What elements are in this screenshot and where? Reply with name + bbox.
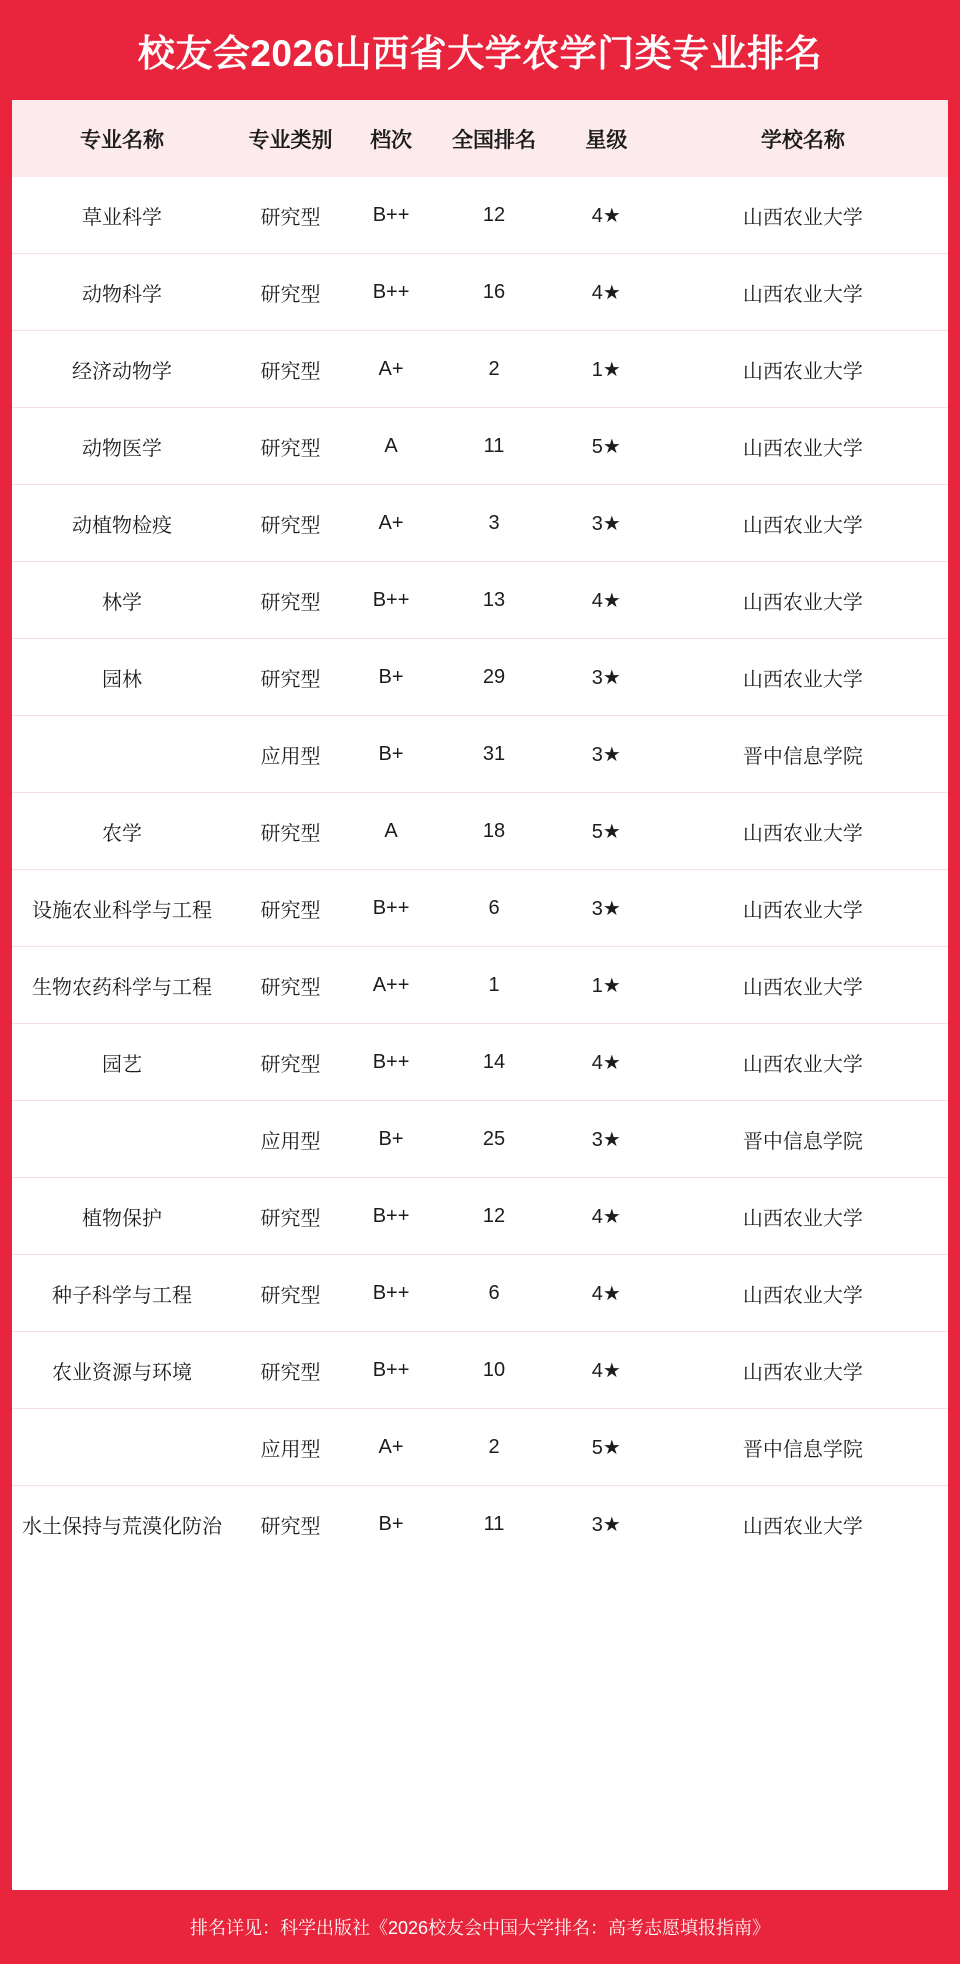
- cell-star: 4★: [555, 1332, 658, 1409]
- table-header: [12, 100, 948, 177]
- cell-rank: 2: [433, 1409, 555, 1486]
- cell-grade: A: [349, 408, 433, 485]
- cell-star: 4★: [555, 1024, 658, 1101]
- cell-school: 山西农业大学: [658, 485, 948, 562]
- cell-type: 研究型: [232, 947, 349, 1024]
- page-title: 校友会2026山西省大学农学门类专业排名: [137, 33, 823, 74]
- cell-school: 山西农业大学: [658, 639, 948, 716]
- cell-major: 种子科学与工程: [12, 1255, 232, 1332]
- cell-grade: B++: [349, 870, 433, 947]
- cell-type: 应用型: [232, 716, 349, 793]
- cell-school: 山西农业大学: [658, 1332, 948, 1409]
- cell-grade: B++: [349, 1178, 433, 1255]
- cell-school: 山西农业大学: [658, 331, 948, 408]
- table-row: [12, 177, 948, 254]
- cell-rank: 31: [433, 716, 555, 793]
- cell-major: 林学: [12, 562, 232, 639]
- cell-grade: B+: [349, 639, 433, 716]
- cell-rank: 1: [433, 947, 555, 1024]
- cell-grade: B++: [349, 177, 433, 254]
- cell-type: 研究型: [232, 485, 349, 562]
- table-row: [12, 639, 948, 716]
- cell-star: 4★: [555, 177, 658, 254]
- cell-type: 研究型: [232, 562, 349, 639]
- column-header-school: 学校名称: [658, 100, 948, 177]
- cell-type: 应用型: [232, 1409, 349, 1486]
- cell-type: 研究型: [232, 1178, 349, 1255]
- column-header-type: 专业类别: [232, 100, 349, 177]
- column-header-star: 星级: [555, 100, 658, 177]
- cell-star: 1★: [555, 331, 658, 408]
- cell-type: 研究型: [232, 408, 349, 485]
- column-header-grade: 档次: [349, 100, 433, 177]
- cell-type: 研究型: [232, 1332, 349, 1409]
- cell-grade: B+: [349, 1486, 433, 1563]
- cell-rank: 29: [433, 639, 555, 716]
- cell-major: 园林: [12, 639, 232, 716]
- cell-star: 5★: [555, 793, 658, 870]
- cell-rank: 12: [433, 1178, 555, 1255]
- cell-rank: 25: [433, 1101, 555, 1178]
- table-row: [12, 1255, 948, 1332]
- cell-rank: 11: [433, 1486, 555, 1563]
- table-row: [12, 716, 948, 793]
- cell-star: 4★: [555, 254, 658, 331]
- cell-grade: A+: [349, 1409, 433, 1486]
- table-row: [12, 870, 948, 947]
- table-row: [12, 1486, 948, 1563]
- cell-rank: 6: [433, 870, 555, 947]
- cell-star: 3★: [555, 870, 658, 947]
- cell-grade: A: [349, 793, 433, 870]
- cell-major: 植物保护: [12, 1178, 232, 1255]
- ranking-table: [12, 100, 948, 1562]
- ranking-table-container: [12, 100, 948, 1890]
- cell-major: [12, 716, 232, 793]
- cell-major: 动植物检疫: [12, 485, 232, 562]
- cell-major: 动物科学: [12, 254, 232, 331]
- table-row: [12, 793, 948, 870]
- table-row: [12, 1178, 948, 1255]
- cell-major: 草业科学: [12, 177, 232, 254]
- cell-rank: 14: [433, 1024, 555, 1101]
- cell-type: 研究型: [232, 1255, 349, 1332]
- cell-grade: B+: [349, 716, 433, 793]
- table-row: [12, 331, 948, 408]
- table-row: [12, 1024, 948, 1101]
- cell-type: 研究型: [232, 1486, 349, 1563]
- cell-major: 农学: [12, 793, 232, 870]
- cell-star: 4★: [555, 562, 658, 639]
- column-header-major: 专业名称: [12, 100, 232, 177]
- cell-school: 山西农业大学: [658, 1255, 948, 1332]
- cell-rank: 3: [433, 485, 555, 562]
- cell-major: [12, 1409, 232, 1486]
- cell-rank: 13: [433, 562, 555, 639]
- cell-rank: 16: [433, 254, 555, 331]
- cell-major: 园艺: [12, 1024, 232, 1101]
- cell-major: [12, 1101, 232, 1178]
- cell-major: 设施农业科学与工程: [12, 870, 232, 947]
- cell-school: 山西农业大学: [658, 1178, 948, 1255]
- page-header: [0, 0, 960, 100]
- cell-rank: 18: [433, 793, 555, 870]
- cell-school: 山西农业大学: [658, 177, 948, 254]
- cell-school: 山西农业大学: [658, 947, 948, 1024]
- cell-major: 经济动物学: [12, 331, 232, 408]
- cell-rank: 10: [433, 1332, 555, 1409]
- cell-rank: 12: [433, 177, 555, 254]
- cell-major: 生物农药科学与工程: [12, 947, 232, 1024]
- cell-grade: A+: [349, 485, 433, 562]
- cell-grade: B++: [349, 1255, 433, 1332]
- cell-rank: 6: [433, 1255, 555, 1332]
- cell-grade: B+: [349, 1101, 433, 1178]
- column-header-rank: 全国排名: [433, 100, 555, 177]
- page-footer: [0, 1890, 960, 1964]
- table-row: [12, 947, 948, 1024]
- table-row: [12, 1332, 948, 1409]
- cell-school: 山西农业大学: [658, 1486, 948, 1563]
- cell-school: 山西农业大学: [658, 793, 948, 870]
- cell-type: 研究型: [232, 1024, 349, 1101]
- cell-grade: A++: [349, 947, 433, 1024]
- cell-rank: 2: [433, 331, 555, 408]
- cell-type: 研究型: [232, 331, 349, 408]
- cell-school: 山西农业大学: [658, 1024, 948, 1101]
- cell-major: 动物医学: [12, 408, 232, 485]
- cell-grade: A+: [349, 331, 433, 408]
- cell-school: 晋中信息学院: [658, 1101, 948, 1178]
- cell-star: 4★: [555, 1178, 658, 1255]
- cell-school: 晋中信息学院: [658, 716, 948, 793]
- table-body: [12, 177, 948, 1562]
- cell-grade: B++: [349, 562, 433, 639]
- cell-type: 研究型: [232, 177, 349, 254]
- cell-school: 山西农业大学: [658, 870, 948, 947]
- table-row: [12, 254, 948, 331]
- cell-school: 山西农业大学: [658, 408, 948, 485]
- table-row: [12, 562, 948, 639]
- cell-type: 研究型: [232, 254, 349, 331]
- cell-star: 4★: [555, 1255, 658, 1332]
- cell-star: 3★: [555, 1486, 658, 1563]
- cell-grade: B++: [349, 1024, 433, 1101]
- cell-type: 应用型: [232, 1101, 349, 1178]
- table-row: [12, 1101, 948, 1178]
- footer-note: 排名详见：科学出版社《2026校友会中国大学排名：高考志愿填报指南》: [189, 1918, 771, 1938]
- cell-star: 5★: [555, 408, 658, 485]
- cell-star: 3★: [555, 1101, 658, 1178]
- cell-school: 晋中信息学院: [658, 1409, 948, 1486]
- cell-star: 5★: [555, 1409, 658, 1486]
- cell-school: 山西农业大学: [658, 254, 948, 331]
- cell-grade: B++: [349, 1332, 433, 1409]
- cell-type: 研究型: [232, 870, 349, 947]
- cell-major: 农业资源与环境: [12, 1332, 232, 1409]
- cell-type: 研究型: [232, 793, 349, 870]
- table-header-row: [12, 100, 948, 177]
- cell-rank: 11: [433, 408, 555, 485]
- cell-star: 1★: [555, 947, 658, 1024]
- cell-star: 3★: [555, 716, 658, 793]
- table-row: [12, 1409, 948, 1486]
- cell-major: 水土保持与荒漠化防治: [12, 1486, 232, 1563]
- cell-type: 研究型: [232, 639, 349, 716]
- table-row: [12, 408, 948, 485]
- table-row: [12, 485, 948, 562]
- cell-grade: B++: [349, 254, 433, 331]
- cell-star: 3★: [555, 485, 658, 562]
- cell-star: 3★: [555, 639, 658, 716]
- cell-school: 山西农业大学: [658, 562, 948, 639]
